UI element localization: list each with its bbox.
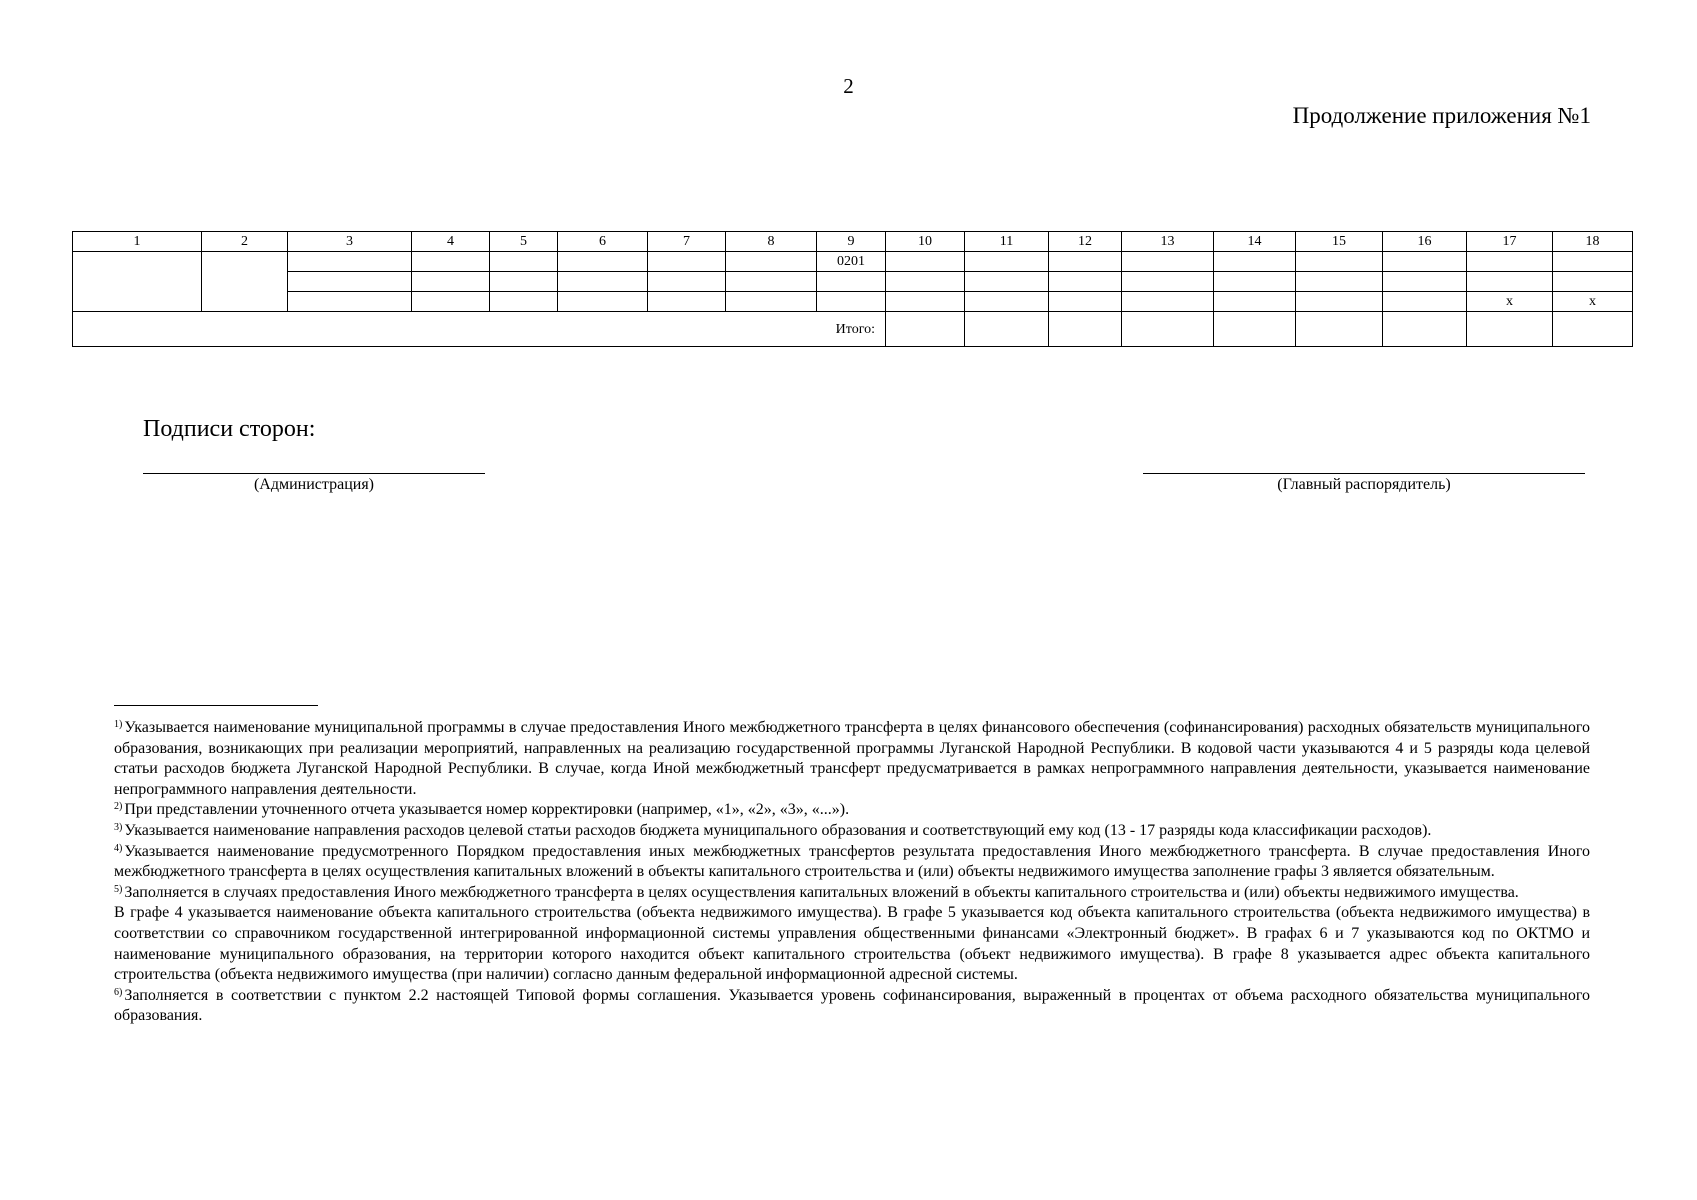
footnote — [114, 883, 1590, 904]
total-row — [73, 312, 1633, 347]
table-cell — [412, 252, 490, 272]
footnote — [114, 718, 1590, 800]
table-cell — [1122, 292, 1214, 312]
signature-line-right — [1143, 473, 1585, 474]
total-cell — [1383, 312, 1467, 347]
table-cell — [965, 272, 1049, 292]
table-cell — [1467, 272, 1553, 292]
signature-line-left — [143, 473, 485, 474]
footnote — [114, 842, 1590, 883]
signature-caption-right: (Главный распорядитель) — [1277, 476, 1451, 493]
total-label: Итого: — [73, 312, 886, 347]
table-cell — [288, 292, 412, 312]
column-number-cell: 1 — [73, 232, 202, 252]
table-cell — [648, 292, 726, 312]
table-cell — [1122, 252, 1214, 272]
footnote — [114, 800, 1590, 821]
table-cell — [648, 272, 726, 292]
column-number-cell: 12 — [1049, 232, 1122, 252]
table-row — [73, 252, 1633, 272]
footnote-continuation — [114, 903, 1590, 985]
column-number-cell: 8 — [726, 232, 817, 252]
table-cell — [1214, 292, 1296, 312]
column-number-row — [73, 232, 1633, 252]
table-row — [73, 272, 1633, 292]
footnote-text: В графе 4 указывается наименование объекта капитального строительства (объекта недвижимого имущества). В графе 5 указывается код объекта капитального строительства (объекта недвижимого имущества) в соответствии со справочником государственной интегрированной информационной системы управления общественными финансами «Электронный бюджет». В графах 6 и 7 указываются код по ОКТМО и наименование муниципального образования, на территории которого находится объект капитального строительства (объект недвижимого имущества). В графе 8 указывается адрес объекта капитального строительства (объекта недвижимого имущества (при наличии) согласно данным федеральной информационной адресной системы. — [114, 904, 1590, 984]
column-number-cell: 2 — [202, 232, 288, 252]
table-cell — [1214, 252, 1296, 272]
column-number-cell: 5 — [490, 232, 558, 252]
column-number-cell: 14 — [1214, 232, 1296, 252]
table-cell — [1049, 252, 1122, 272]
column-number-cell: 9 — [817, 232, 886, 252]
table-cell — [1296, 272, 1383, 292]
table-cell — [558, 252, 648, 272]
table-cell — [558, 272, 648, 292]
column-number-cell: 7 — [648, 232, 726, 252]
column-number-cell: 3 — [288, 232, 412, 252]
column-number-cell: 18 — [1553, 232, 1633, 252]
table-cell — [726, 292, 817, 312]
table-cell — [288, 272, 412, 292]
x-mark-cell: x — [1467, 292, 1553, 312]
footnote-text: Указывается наименование муниципальной программы в случае предоставления Иного межбюджетного трансферта в целях финансового обеспечения (софинансирования) расходных обязательств муниципального образования, возникающих при реализации мероприятий, направленных на реализацию государственной программы Луганской Народной Республики. В кодовой части указываются 4 и 5 разряды кода целевой статьи расходов бюджета Луганской Народной Республики. В случае, когда Иной межбюджетный трансферт предусматривается в рамках непрограммного направления деятельности, указывается наименование непрограммного направления деятельности. — [114, 719, 1590, 798]
footnote-separator — [114, 705, 318, 706]
footnote-text: Заполняется в случаях предоставления Иного межбюджетного трансферта в целях осуществления капитальных вложений в объекты капитального строительства и (или) объекты недвижимого имущества. — [124, 883, 1519, 901]
table-cell — [1049, 292, 1122, 312]
table-cell — [886, 252, 965, 272]
footnote-mark: 2) — [114, 801, 123, 813]
table-cell — [490, 252, 558, 272]
x-mark-cell: x — [1553, 292, 1633, 312]
table-cell — [73, 252, 202, 312]
table-cell — [726, 252, 817, 272]
total-cell — [1214, 312, 1296, 347]
table-cell — [1467, 252, 1553, 272]
footnote — [114, 986, 1590, 1027]
column-number-cell: 17 — [1467, 232, 1553, 252]
footnote-mark: 4) — [114, 842, 123, 854]
table-cell — [1383, 272, 1467, 292]
table-cell — [726, 272, 817, 292]
table-cell — [648, 252, 726, 272]
column-number-cell: 10 — [886, 232, 965, 252]
footnote-mark: 1) — [114, 719, 123, 730]
table-cell — [1214, 272, 1296, 292]
table-cell — [490, 292, 558, 312]
table-cell — [412, 272, 490, 292]
footnote-text: Указывается наименование предусмотренного Порядком предоставления иных межбюджетных трансфертов результата предоставления Иного межбюджетного трансферта. В случае предоставления Иного межбюджетного трансферта в целях осуществления капитальных вложений в объекты капитального строительства и (или) объекты недвижимого имущества заполнение графы 3 является обязательным. — [114, 842, 1590, 881]
table-cell — [817, 272, 886, 292]
total-cell — [1553, 312, 1633, 347]
table-cell — [288, 252, 412, 272]
table-cell — [1553, 272, 1633, 292]
appendix-title: Продолжение приложения №1 — [1292, 103, 1591, 128]
table-cell — [1296, 292, 1383, 312]
footnote-mark: 3) — [114, 821, 123, 833]
page-number: 2 — [843, 74, 854, 98]
table-cell — [202, 252, 288, 312]
footnote — [114, 821, 1590, 842]
table-row — [73, 292, 1633, 312]
column-number-cell: 11 — [965, 232, 1049, 252]
table-cell — [1553, 252, 1633, 272]
column-number-cell: 16 — [1383, 232, 1467, 252]
table-cell — [965, 292, 1049, 312]
table-cell — [965, 252, 1049, 272]
table-cell — [817, 292, 886, 312]
total-cell — [1049, 312, 1122, 347]
footnote-text: При представлении уточненного отчета указывается номер корректировки (например, «1», «2», «3», «...»). — [124, 801, 850, 819]
column-number-cell: 15 — [1296, 232, 1383, 252]
code-cell: 0201 — [817, 252, 886, 272]
footnote-mark: 6) — [114, 986, 123, 998]
total-cell — [1296, 312, 1383, 347]
total-cell — [1467, 312, 1553, 347]
table-cell — [1296, 252, 1383, 272]
footnote-text: Заполняется в соответствии с пунктом 2.2 настоящей Типовой формы соглашения. Указывается уровень софинансирования, выраженный в процентах от объема расходного обязательства муниципального образования. — [114, 986, 1590, 1025]
total-cell — [965, 312, 1049, 347]
table-cell — [1383, 252, 1467, 272]
signature-caption-left: (Администрация) — [253, 476, 375, 493]
signatures-title: Подписи сторон: — [143, 416, 316, 442]
footnotes — [114, 718, 1590, 1027]
total-cell — [886, 312, 965, 347]
table-cell — [1122, 272, 1214, 292]
table-cell — [1049, 272, 1122, 292]
table-cell — [1383, 292, 1467, 312]
column-number-cell: 4 — [412, 232, 490, 252]
footnote-text: Указывается наименование направления расходов целевой статьи расходов бюджета муниципального образования и соответствующий ему код (13 - 17 разряды кода классификации расходов). — [124, 821, 1432, 839]
table-cell — [886, 272, 965, 292]
table-cell — [412, 292, 490, 312]
column-number-cell: 13 — [1122, 232, 1214, 252]
table-cell — [886, 292, 965, 312]
column-number-cell: 6 — [558, 232, 648, 252]
footnote-mark: 5) — [114, 883, 123, 895]
table-cell — [490, 272, 558, 292]
report-table — [72, 231, 1633, 347]
total-cell — [1122, 312, 1214, 347]
table-cell — [558, 292, 648, 312]
